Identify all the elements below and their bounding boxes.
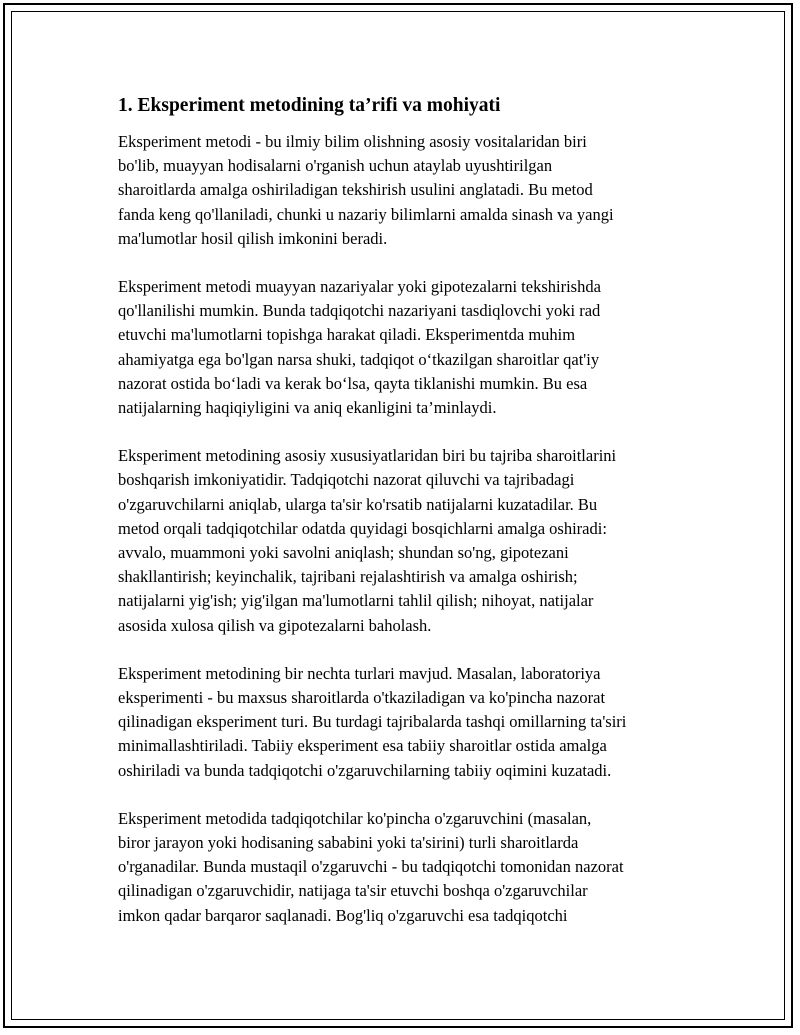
text-line: minimallashtiriladi. Tabiiy eksperiment esa tabiiy sharoitlar ostida amalga [118, 736, 607, 756]
text-line: Eksperiment metodining asosiy xususiyatlaridan biri bu tajriba sharoitlarini [118, 446, 617, 466]
text-line: ahamiyatga ega bo'lgan narsa shuki, tadqiqot o‘tkazilgan sharoitlar qat'iy [118, 349, 600, 369]
text-line: imkon qadar barqaror saqlanadi. Bog'liq o'zgaruvchi esa tadqiqotchi [118, 905, 568, 925]
text-line: boshqarish imkoniyatidir. Tadqiqotchi nazorat qiluvchi va tajribadagi [118, 470, 575, 490]
paragraph-1 [118, 130, 693, 251]
text-line: natijalarni yig'ish; yig'ilgan ma'lumotlarni tahlil qilish; nihoyat, natijalar [118, 591, 594, 611]
text-line: nazorat ostida bo‘ladi va kerak bo‘lsa, qayta tiklanishi mumkin. Bu esa [118, 373, 588, 393]
text-line: Eksperiment metodining bir nechta turlari mavjud. Masalan, laboratoriya [118, 663, 601, 683]
paragraph-5 [118, 807, 693, 928]
text-line: o'zgaruvchilarni aniqlab, ularga ta'sir ko'rsatib natijalarni kuzatadilar. Bu [118, 494, 598, 514]
text-line: asosida xulosa qilish va gipotezalarni baholash. [118, 615, 432, 635]
text-line: fanda keng qo'llaniladi, chunki u nazariy bilimlarni amalda sinash va yangi [118, 204, 614, 224]
paragraph-4 [118, 662, 693, 783]
text-line: Eksperiment metodida tadqiqotchilar ko'pincha o'zgaruvchini (masalan, [118, 808, 592, 828]
text-line: qilinadigan eksperiment turi. Bu turdagi tajribalarda tashqi omillarning ta'siri [118, 712, 627, 732]
paragraph-2 [118, 275, 693, 420]
document-body [118, 92, 693, 952]
text-line: qo'llanilishi mumkin. Bunda tadqiqotchi nazariyani tasdiqlovchi yoki rad [118, 301, 601, 321]
text-line: natijalarning haqiqiyligini va aniq ekanligini ta’minlaydi. [118, 398, 497, 418]
text-line: Eksperiment metodi muayyan nazariyalar yoki gipotezalarni tekshirishda [118, 277, 601, 297]
text-line: oshiriladi va bunda tadqiqotchi o'zgaruvchilarning tabiiy oqimini kuzatadi. [118, 760, 612, 780]
text-line: biror jarayon yoki hodisaning sababini yoki ta'sirini) turli sharoitlarda [118, 833, 579, 853]
text-line: metod orqali tadqiqotchilar odatda quyidagi bosqichlarni amalga oshiradi: [118, 518, 607, 538]
text-line: ma'lumotlar hosil qilish imkonini beradi. [118, 228, 388, 248]
text-line: o'rganadilar. Bunda mustaqil o'zgaruvchi - bu tadqiqotchi tomonidan nazorat [118, 857, 624, 877]
text-line: shakllantirish; keyinchalik, tajribani rejalashtirish va amalga oshirish; [118, 567, 578, 587]
paragraph-3 [118, 444, 693, 638]
text-line: sharoitlarda amalga oshiriladigan tekshirish usulini anglatadi. Bu metod [118, 180, 593, 200]
text-line: avvalo, muammoni yoki savolni aniqlash; shundan so'ng, gipotezani [118, 543, 569, 563]
text-line: Eksperiment metodi - bu ilmiy bilim olishning asosiy vositalaridan biri [118, 132, 587, 151]
text-line: qilinadigan o'zgaruvchidir, natijaga ta'sir etuvchi boshqa o'zgaruvchilar [118, 881, 588, 901]
text-line: etuvchi ma'lumotlarni topishga harakat qiladi. Eksperimentda muhim [118, 325, 576, 345]
section-heading: 1. Eksperiment metodining ta’rifi va mohiyati [118, 95, 501, 116]
text-line: eksperimenti - bu maxsus sharoitlarda o'tkaziladigan va ko'pincha nazorat [118, 688, 606, 708]
text-line: bo'lib, muayyan hodisalarni o'rganish uchun ataylab uyushtirilgan [118, 156, 553, 176]
